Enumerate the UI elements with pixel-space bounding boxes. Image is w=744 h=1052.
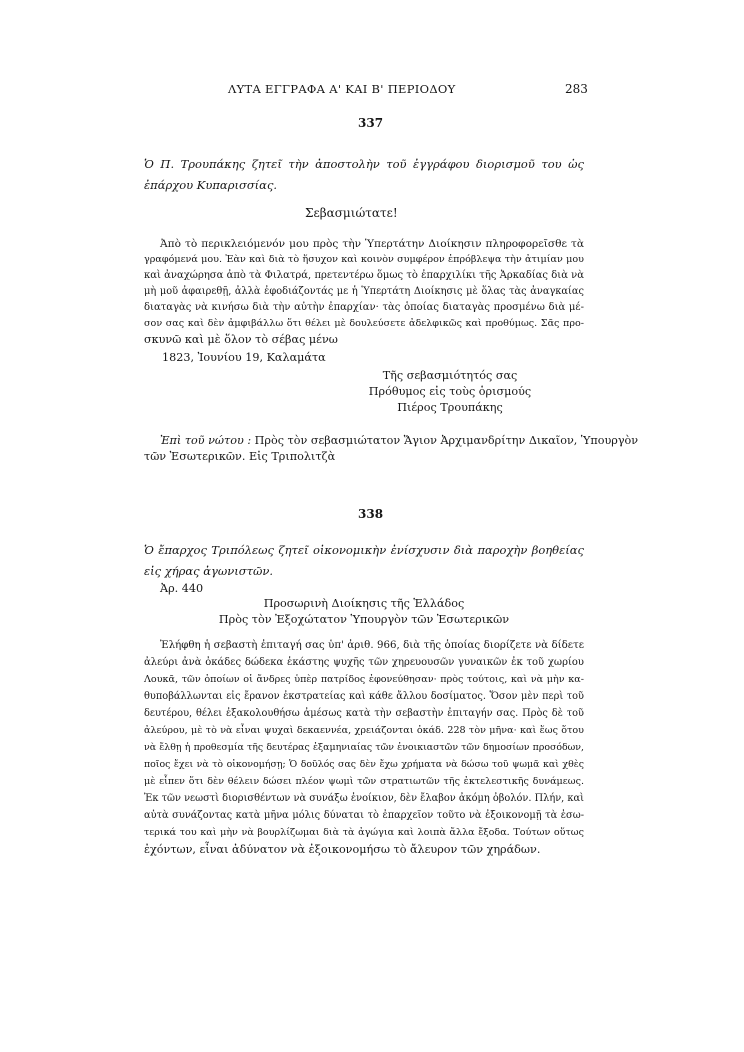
signature-line: Πρόθυμος εἰς τοὺς ὁρισμούς	[368, 385, 532, 398]
address-line-2: τῶν Ἐσωτερικῶν. Εἰς Τριπολιτζὰ	[144, 450, 336, 463]
body-line: σον σας καὶ δὲν ἀμφιβάλλω ὅτι θέλει μὲ δουλεύσετε ἀδελφικῶς καὶ προθύμως. Σᾶς προ-	[144, 318, 584, 329]
body-line: καὶ ἀναχώρησα ἀπὸ τὰ Φιλατρά, πρετεντέρω ὅμως τὸ ἐπαρχιλίκι τῆς Ἀρκαδίας διὰ νὰ	[144, 270, 584, 281]
body-line: Ἀπὸ τὸ περικλειόμενόν μου πρὸς τὴν Ὑπερτάτην Διοίκησιν πληροφορεῖσθε τὰ	[160, 238, 584, 250]
body-line: ἀλεύρι ἀνὰ ὀκάδες δώδεκα ἑκάστης ψυχῆς τῶν χηρευουσῶν γυναικῶν ἐκ τοῦ χωρίου	[144, 657, 584, 668]
signature-line: Τῆς σεβασμιότητός σας	[382, 369, 518, 382]
body-line: θυποβάλλωνται εἰς ἔρανον ἐκστρατείας καὶ κάθε ἄλλου δοσίματος. Ὅσον μὲν περὶ τοῦ	[144, 691, 584, 702]
document-337-summary: Ὁ Π. Τρουπάκης ζητεῖ τὴν ἀποστολὴν τοῦ ἐγγράφου διορισμοῦ του ὡς ἐπάρχου Κυπαρισσίας.	[144, 157, 584, 192]
body-line: τερικά του καὶ μὴν νὰ βουρλίζωμαι διὰ τὰ ἀγώγια καὶ λοιπὰ ἄλλα ἔξοδα. Τούτων οὕτως	[144, 827, 584, 838]
body-line: αὐτὰ συνάζοντας κατὰ μῆνα μόλις δύναται τὸ ἐπαρχεῖον τοῦτο νὰ ἐξοικονομῇ τὰ ἐσω-	[144, 810, 584, 821]
body-line: γραφόμενά μου. Ἐὰν καὶ διὰ τὸ ἥσυχον καὶ κοινὸν συμφέρον ἐπρόβλεψα τὴν ἀτιμίαν μου	[144, 254, 584, 265]
letter-heading: Προσωρινὴ Διοίκησις τῆς Ἑλλάδος	[263, 597, 465, 610]
running-title: ΛΥΤΑ ΕΓΓΡΑΦΑ Α' ΚΑΙ Β' ΠΕΡΙΟΔΟΥ	[228, 82, 456, 96]
body-line: νὰ ἔλθῃ ἡ προθεσμία τῆς δευτέρας ἑξαμηνιαίας τῶν ἐνοικιαστῶν τῶν δημοσίων προσόδων,	[144, 742, 584, 753]
body-line: δευτέρου, θέλει ἐξακολουθήσω ἀμέσως κατὰ τὴν σεβαστὴν ἐπιταγήν σας. Πρὸς δὲ τοῦ	[144, 708, 584, 719]
document-number-338: 338	[358, 507, 384, 521]
address-label: Ἐπὶ τοῦ νώτου :	[160, 434, 252, 447]
body-line: ἀλεύρου, μὲ τὸ νὰ εἶναι ψυχαὶ δεκαεννέα, χρειάζονται ὀκάδ. 228 τὸν μῆνα· καὶ ἕως ὅτου	[144, 725, 584, 736]
body-line: μὲ εἶπεν ὅτι δὲν θέλειν δώσει πλέον ψωμὶ τῶν στρατιωτῶν τῆς ἐκτελεστικῆς δυνάμεως.	[144, 776, 584, 787]
page-number: 283	[565, 82, 588, 96]
document-338-summary: Ὁ ἔπαρχος Τριπόλεως ζητεῖ οἰκονομικὴν ἐνίσχυσιν διὰ παροχὴν βοηθείας εἰς χήρας ἀγωνιστῶν.	[144, 543, 584, 578]
letter-recipient: Πρὸς τὸν Ἐξοχώτατον Ὑπουργὸν τῶν Ἐσωτερικῶν	[218, 613, 510, 626]
body-line: μὴ μοῦ ἀφαιρεθῇ, ἀλλὰ ἐφοδιάζοντάς με ἡ Ὑπερτάτη Διοίκησις μὲ ὅλας τὰς ἀναγκαίας	[144, 286, 584, 297]
signature-name: Πιέρος Τρουπάκης	[397, 401, 503, 414]
body-line: σκυνῶ καὶ μὲ ὅλον τὸ σέβας μένω	[144, 333, 338, 346]
body-line: Ἐλήφθη ἡ σεβαστὴ ἐπιταγή σας ὑπ' ἀριθ. 966, διὰ τῆς ὁποίας διορίζετε νὰ δίδετε	[160, 640, 584, 651]
document-number-337: 337	[358, 116, 384, 130]
reference-number: Ἀρ. 440	[160, 582, 204, 595]
address-line	[160, 433, 639, 449]
salutation: Σεβασμιώτατε!	[305, 206, 398, 220]
body-line: διαταγὰς νὰ κινήσω διὰ τὴν αὐτὴν ἐπαρχίαν· τὰς ὁποίας διαταγὰς προσμένω διὰ μέ-	[144, 302, 584, 313]
date-place: 1823, Ἰουνίου 19, Καλαμάτα	[162, 351, 326, 364]
body-line: ἐχόντων, εἶναι ἀδύνατον νὰ ἐξοικονομήσω τὸ ἄλευρον τῶν χηράδων.	[144, 843, 541, 856]
body-line: ποῖος ἔχει νὰ τὸ οἰκονομήσῃ; Ὁ δοῦλός σας δὲν ἔχω χρήματα νὰ δώσω τοῦ ψωμᾶ καὶ χθὲς	[144, 759, 584, 770]
address-text: Πρὸς τὸν σεβασμιώτατον Ἅγιον Ἀρχιμανδρίτην Δικαῖον, Ὑπουργὸν	[254, 434, 639, 447]
body-line: Ἐκ τῶν νεωστὶ διορισθέντων νὰ συνάξω ἐνοίκιον, δὲν ἔλαβον ἀκόμη ὀβολόν. Πλήν, καὶ	[144, 793, 584, 804]
body-line: Λουκᾶ, τῶν ὁποίων οἱ ἄνδρες ὑπὲρ πατρίδος ἐφονεύθησαν· πρὸς τούτοις, καὶ νὰ μὴν κα-	[144, 674, 584, 685]
